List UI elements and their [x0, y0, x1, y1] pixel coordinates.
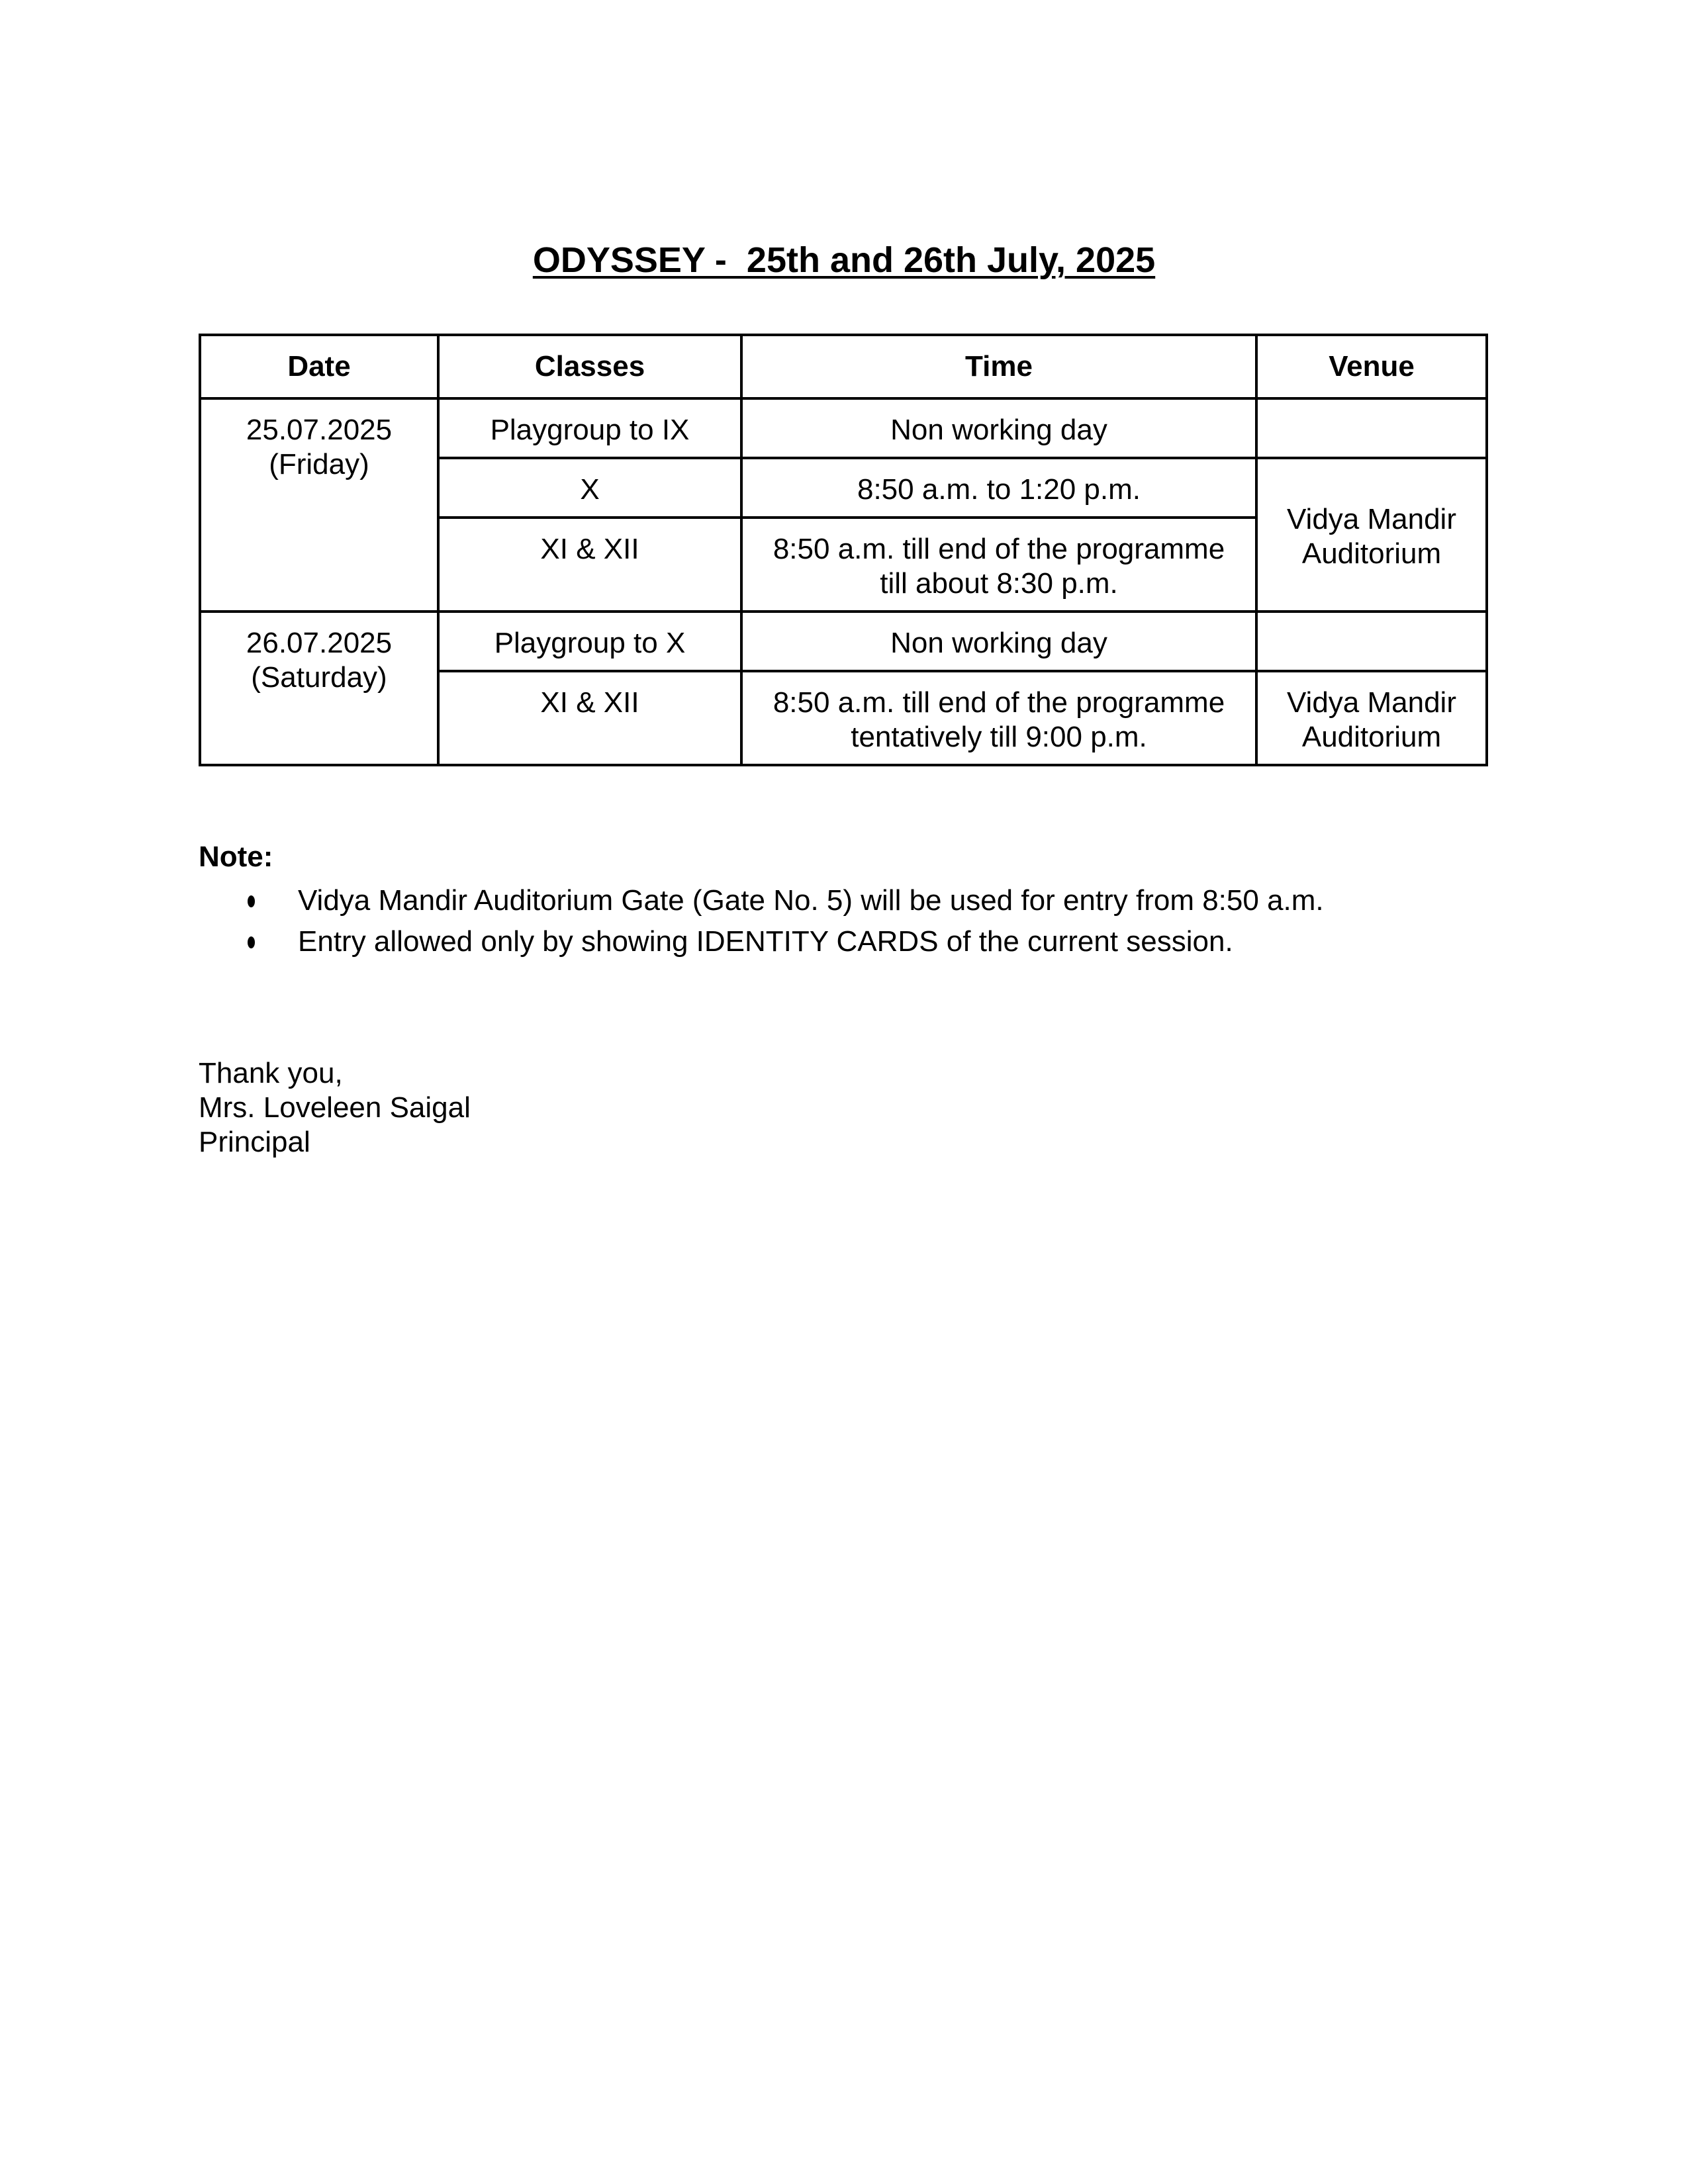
venue-line: Vidya Mandir — [1287, 503, 1456, 535]
closing-text: Thank you, — [199, 1057, 343, 1089]
signoff-block — [199, 1056, 471, 1160]
venue-line: Vidya Mandir — [1287, 686, 1456, 719]
schedule-table — [199, 334, 1488, 766]
venue-cell — [1256, 612, 1487, 671]
time-line: 8:50 a.m. till end of the programme — [773, 533, 1225, 565]
note-list — [199, 880, 1523, 962]
date-value: 25.07.2025 — [246, 414, 393, 446]
classes-cell: Playgroup to X — [438, 612, 741, 671]
page-title: ODYSSEY - 25th and 26th July, 2025 — [532, 240, 1156, 280]
header-venue: Venue — [1256, 335, 1487, 398]
time-line: 8:50 a.m. till end of the programme — [773, 686, 1225, 719]
time-line: 8:50 a.m. to 1:20 p.m. — [857, 473, 1141, 506]
time-cell — [741, 518, 1256, 612]
classes-cell: XI & XII — [438, 518, 741, 612]
venue-cell — [1256, 671, 1487, 765]
classes-cell: X — [438, 458, 741, 518]
time-line: Non working day — [890, 627, 1107, 659]
bullet-icon — [248, 895, 255, 907]
date-value: 26.07.2025 — [246, 627, 393, 659]
time-line: till about 8:30 p.m. — [880, 567, 1118, 600]
time-line: tentatively till 9:00 p.m. — [851, 721, 1147, 753]
header-classes: Classes — [438, 335, 741, 398]
list-item — [199, 880, 1523, 921]
signatory-designation: Principal — [199, 1126, 310, 1158]
header-date: Date — [200, 335, 438, 398]
venue-line: Auditorium — [1301, 721, 1442, 753]
venue-cell-shared — [1256, 458, 1487, 612]
list-item — [199, 921, 1523, 962]
date-cell-day2 — [200, 612, 438, 765]
bullet-icon — [248, 936, 255, 948]
time-line: Non working day — [890, 414, 1107, 446]
classes-cell: XI & XII — [438, 671, 741, 765]
venue-line: Auditorium — [1301, 537, 1442, 570]
table-row — [200, 398, 1487, 458]
weekday-value: (Friday) — [269, 448, 369, 480]
table-header-row — [200, 335, 1487, 398]
weekday-value: (Saturday) — [251, 661, 387, 694]
time-cell — [741, 612, 1256, 671]
date-cell-day1 — [200, 398, 438, 612]
time-cell — [741, 398, 1256, 458]
time-cell — [741, 671, 1256, 765]
header-time: Time — [741, 335, 1256, 398]
note-heading: Note: — [199, 841, 273, 873]
venue-cell — [1256, 398, 1487, 458]
classes-cell: Playgroup to IX — [438, 398, 741, 458]
signatory-name: Mrs. Loveleen Saigal — [199, 1091, 471, 1124]
table-row — [200, 612, 1487, 671]
time-cell — [741, 458, 1256, 518]
note-text: Vidya Mandir Auditorium Gate (Gate No. 5) will be used for entry from 8:50 a.m. — [298, 884, 1324, 917]
note-text: Entry allowed only by showing IDENTITY CARDS of the current session. — [298, 925, 1233, 958]
